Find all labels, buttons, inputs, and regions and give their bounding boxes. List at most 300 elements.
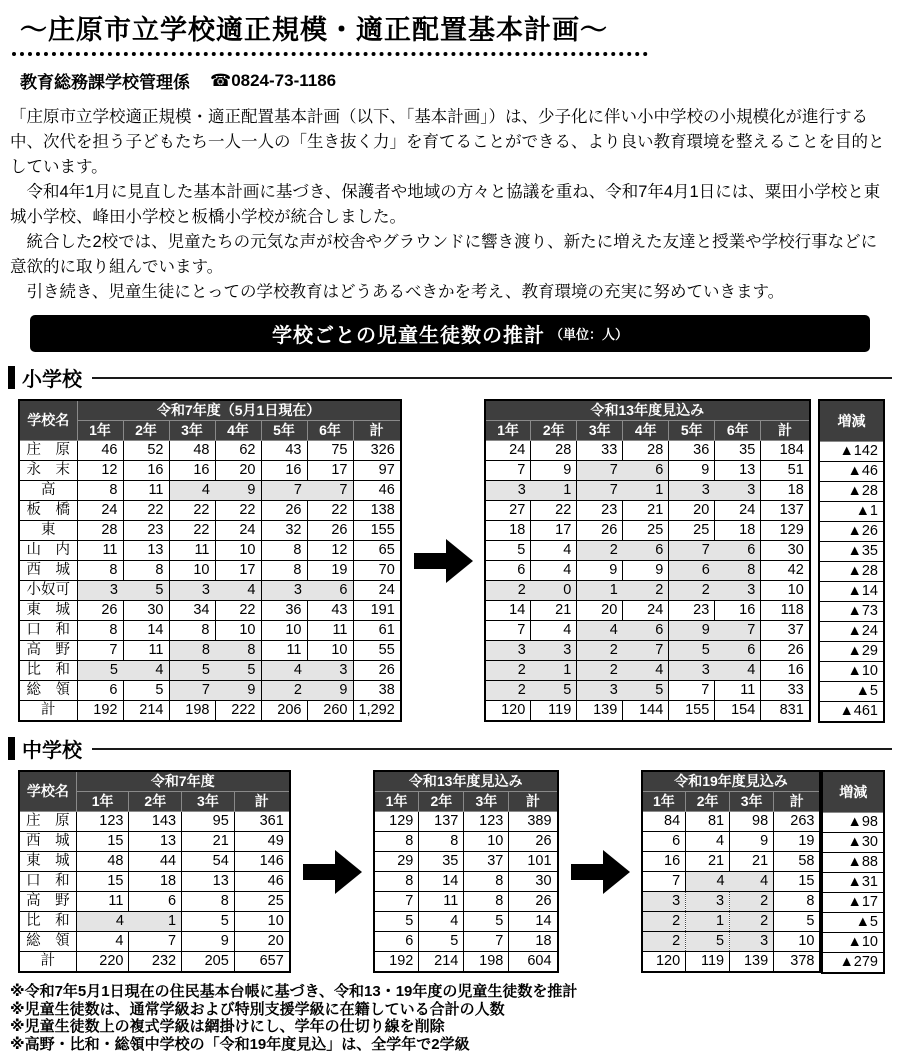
school-name-cell: 板 橋: [19, 501, 77, 521]
change-row: [819, 622, 884, 642]
grade-header: 1年: [485, 421, 531, 441]
grade-header: 2年: [123, 421, 169, 441]
change-cell: ▲98: [822, 813, 884, 833]
value-cell: 22: [169, 501, 215, 521]
elementary-change-header-row: [819, 400, 884, 442]
value-cell: 11: [77, 541, 123, 561]
value-cell: 8: [169, 641, 215, 661]
change-column-header: 増減: [822, 771, 884, 813]
value-cell: 18: [129, 872, 182, 892]
junior-r19-table-mount: [641, 770, 822, 973]
value-cell: 1: [686, 912, 730, 932]
junior-r13-period-title: 令和13年度見込み: [374, 771, 558, 792]
value-cell: 6: [669, 561, 715, 581]
value-cell: 8: [464, 892, 509, 912]
value-cell: 9: [307, 681, 353, 701]
value-cell: 1,292: [353, 701, 401, 722]
value-cell: 70: [353, 561, 401, 581]
value-cell: 42: [761, 561, 810, 581]
value-cell: 4: [730, 872, 774, 892]
value-cell: 95: [182, 812, 235, 832]
value-cell: 138: [353, 501, 401, 521]
value-cell: 8: [182, 892, 235, 912]
value-cell: 46: [353, 481, 401, 501]
value-cell: 16: [761, 661, 810, 681]
value-cell: 206: [261, 701, 307, 722]
value-cell: 6: [642, 832, 686, 852]
school-name-cell: 西 城: [19, 561, 77, 581]
value-cell: 48: [76, 852, 129, 872]
value-cell: 9: [623, 561, 669, 581]
value-cell: 137: [419, 812, 464, 832]
value-cell: 205: [182, 952, 235, 973]
school-row: [485, 681, 810, 701]
value-cell: 30: [123, 601, 169, 621]
value-cell: 37: [464, 852, 509, 872]
value-cell: 119: [686, 952, 730, 973]
value-cell: 8: [77, 561, 123, 581]
change-row: [819, 522, 884, 542]
value-cell: 25: [669, 521, 715, 541]
intro-paragraph: 令和4年1月に見直した基本計画に基づき、保護者や地域の方々と協議を重ね、令和7年4月1日には、粟田小学校と東城小学校、峰田小学校と板橋小学校が統合しました。: [10, 180, 890, 230]
value-cell: 20: [215, 461, 261, 481]
value-cell: 25: [623, 521, 669, 541]
value-cell: 65: [353, 541, 401, 561]
change-row: [822, 853, 884, 873]
change-cell: ▲461: [819, 702, 884, 723]
school-row: [19, 601, 401, 621]
change-row: [819, 642, 884, 662]
school-name-cell: 口 和: [19, 621, 77, 641]
value-cell: 13: [123, 541, 169, 561]
change-row: [822, 833, 884, 853]
value-cell: 118: [761, 601, 810, 621]
change-cell: ▲26: [819, 522, 884, 542]
junior-r13-header-row: [374, 771, 558, 792]
value-cell: 5: [485, 541, 531, 561]
elementary-change-table-mount: [818, 399, 885, 723]
value-cell: 26: [353, 661, 401, 681]
value-cell: 13: [129, 832, 182, 852]
value-cell: 5: [123, 681, 169, 701]
school-row: [19, 912, 290, 932]
school-name-cell: 山 内: [19, 541, 77, 561]
value-cell: 17: [531, 521, 577, 541]
school-name-cell: 比 和: [19, 912, 76, 932]
value-cell: 11: [123, 481, 169, 501]
elementary-r7-header-row: [19, 400, 401, 421]
school-row: [19, 681, 401, 701]
value-cell: 139: [577, 701, 623, 722]
value-cell: 155: [353, 521, 401, 541]
value-cell: 1: [531, 661, 577, 681]
value-cell: 1: [577, 581, 623, 601]
value-cell: 16: [261, 461, 307, 481]
grade-header: 1年: [642, 792, 686, 812]
section-label-junior: 中学校: [22, 734, 82, 763]
value-cell: 6: [77, 681, 123, 701]
value-cell: 43: [261, 441, 307, 461]
school-row: [642, 812, 821, 832]
value-cell: 263: [774, 812, 821, 832]
value-cell: 5: [464, 912, 509, 932]
intro-paragraph: 統合した2校では、児童たちの元気な声が校舎やグラウンドに響き渡り、新たに増えた友達と授業や学校行事などに意欲的に取り組んでいます。: [10, 230, 890, 280]
change-row: [822, 873, 884, 893]
section-header-elementary: [8, 363, 892, 392]
value-cell: 81: [686, 812, 730, 832]
value-cell: 9: [215, 681, 261, 701]
phone-number: 0824-73-1186: [231, 71, 336, 91]
grade-header: 3年: [169, 421, 215, 441]
value-cell: 14: [485, 601, 531, 621]
elementary-r13-table-mount: [484, 399, 811, 722]
grade-header: 6年: [307, 421, 353, 441]
change-cell: ▲35: [819, 542, 884, 562]
value-cell: 18: [715, 521, 761, 541]
change-cell: ▲30: [822, 833, 884, 853]
value-cell: 10: [169, 561, 215, 581]
change-row: [819, 502, 884, 522]
value-cell: 30: [509, 872, 558, 892]
value-cell: 3: [642, 892, 686, 912]
value-cell: 2: [485, 581, 531, 601]
change-cell: ▲46: [819, 462, 884, 482]
school-row: [19, 461, 401, 481]
value-cell: 13: [182, 872, 235, 892]
footnote: ※児童生徒数上の複式学級は網掛けにし、学年の仕切り線を削除: [10, 1018, 892, 1036]
value-cell: 192: [77, 701, 123, 722]
change-row: [822, 933, 884, 953]
arrow-right-icon: [412, 539, 474, 583]
grade-header: 1年: [76, 792, 129, 812]
value-cell: 21: [730, 852, 774, 872]
value-cell: 7: [464, 932, 509, 952]
value-cell: 2: [577, 641, 623, 661]
junior-r7-header-row: [19, 771, 290, 792]
school-row: [374, 952, 558, 973]
school-name-cell: 総 領: [19, 681, 77, 701]
value-cell: 34: [169, 601, 215, 621]
school-row: [485, 661, 810, 681]
value-cell: 5: [669, 641, 715, 661]
school-row: [642, 952, 821, 973]
value-cell: 5: [623, 681, 669, 701]
elementary-r7-period-title: 令和7年度（5月1日現在）: [77, 400, 401, 421]
change-cell: ▲279: [822, 953, 884, 974]
value-cell: 232: [129, 952, 182, 973]
value-cell: 62: [215, 441, 261, 461]
value-cell: 46: [77, 441, 123, 461]
value-cell: 657: [234, 952, 290, 973]
value-cell: 2: [730, 892, 774, 912]
value-cell: 9: [669, 461, 715, 481]
value-cell: 27: [485, 501, 531, 521]
value-cell: 84: [642, 812, 686, 832]
value-cell: 5: [169, 661, 215, 681]
change-cell: ▲17: [822, 893, 884, 913]
value-cell: 7: [577, 461, 623, 481]
value-cell: 6: [485, 561, 531, 581]
school-row: [642, 892, 821, 912]
value-cell: 22: [215, 501, 261, 521]
value-cell: 9: [577, 561, 623, 581]
school-row: [19, 621, 401, 641]
value-cell: 11: [169, 541, 215, 561]
school-name-cell: 総 領: [19, 932, 76, 952]
elementary-r7-grade-header-row: [19, 421, 401, 441]
value-cell: 6: [307, 581, 353, 601]
change-row: [822, 813, 884, 833]
change-cell: ▲142: [819, 442, 884, 462]
value-cell: 3: [169, 581, 215, 601]
value-cell: 10: [215, 621, 261, 641]
value-cell: 7: [261, 481, 307, 501]
change-row: [819, 562, 884, 582]
value-cell: 7: [374, 892, 419, 912]
value-cell: 4: [686, 872, 730, 892]
value-cell: 52: [123, 441, 169, 461]
value-cell: 20: [234, 932, 290, 952]
change-cell: ▲5: [822, 913, 884, 933]
change-cell: ▲28: [819, 562, 884, 582]
arrow-right-icon: [569, 850, 631, 894]
junior-r19-table: [641, 770, 822, 973]
value-cell: 19: [774, 832, 821, 852]
value-cell: 11: [123, 641, 169, 661]
value-cell: 8: [261, 541, 307, 561]
value-cell: 17: [215, 561, 261, 581]
value-cell: 4: [577, 621, 623, 641]
change-cell: ▲31: [822, 873, 884, 893]
change-cell: ▲24: [819, 622, 884, 642]
elementary-r13-period-title: 令和13年度見込み: [485, 400, 810, 421]
value-cell: 120: [642, 952, 686, 973]
value-cell: 12: [307, 541, 353, 561]
grade-header: 1年: [374, 792, 419, 812]
value-cell: 4: [76, 912, 129, 932]
contact-label: 教育総務課学校管理係: [20, 68, 190, 93]
junior-r13-table-mount: [373, 770, 559, 973]
value-cell: 155: [669, 701, 715, 722]
section-rule: [92, 748, 892, 750]
value-cell: 17: [307, 461, 353, 481]
value-cell: 7: [577, 481, 623, 501]
school-name-cell: 高: [19, 481, 77, 501]
change-cell: ▲88: [822, 853, 884, 873]
value-cell: 5: [419, 932, 464, 952]
phone-wrap: [210, 71, 336, 91]
value-cell: 26: [509, 832, 558, 852]
school-row: [374, 932, 558, 952]
value-cell: 11: [715, 681, 761, 701]
junior-r13-grade-header-row: [374, 792, 558, 812]
value-cell: 23: [577, 501, 623, 521]
value-cell: 38: [353, 681, 401, 701]
value-cell: 5: [77, 661, 123, 681]
intro-text: [10, 105, 890, 305]
value-cell: 98: [730, 812, 774, 832]
value-cell: 5: [531, 681, 577, 701]
value-cell: 214: [123, 701, 169, 722]
value-cell: 51: [761, 461, 810, 481]
value-cell: 16: [169, 461, 215, 481]
grade-header: 計: [234, 792, 290, 812]
value-cell: 378: [774, 952, 821, 973]
value-cell: 14: [509, 912, 558, 932]
grade-header: 3年: [182, 792, 235, 812]
value-cell: 6: [623, 621, 669, 641]
value-cell: 11: [76, 892, 129, 912]
value-cell: 23: [123, 521, 169, 541]
school-row: [485, 601, 810, 621]
value-cell: 7: [129, 932, 182, 952]
value-cell: 831: [761, 701, 810, 722]
school-row: [19, 952, 290, 973]
change-cell: ▲14: [819, 582, 884, 602]
value-cell: 8: [215, 641, 261, 661]
school-row: [19, 581, 401, 601]
value-cell: 129: [761, 521, 810, 541]
value-cell: 9: [730, 832, 774, 852]
school-row: [374, 832, 558, 852]
grade-header: 2年: [686, 792, 730, 812]
value-cell: 35: [715, 441, 761, 461]
change-cell: ▲73: [819, 602, 884, 622]
value-cell: 139: [730, 952, 774, 973]
value-cell: 260: [307, 701, 353, 722]
school-row: [19, 661, 401, 681]
school-row: [485, 481, 810, 501]
school-row: [19, 701, 401, 722]
value-cell: 21: [182, 832, 235, 852]
value-cell: 2: [623, 581, 669, 601]
value-cell: 15: [774, 872, 821, 892]
school-row: [642, 832, 821, 852]
value-cell: 10: [761, 581, 810, 601]
value-cell: 10: [234, 912, 290, 932]
change-cell: ▲1: [819, 502, 884, 522]
value-cell: 4: [215, 581, 261, 601]
footnotes: [10, 983, 892, 1053]
value-cell: 8: [715, 561, 761, 581]
value-cell: 2: [669, 581, 715, 601]
value-cell: 11: [419, 892, 464, 912]
value-cell: 16: [642, 852, 686, 872]
value-cell: 33: [761, 681, 810, 701]
change-column-header: 増減: [819, 400, 884, 442]
change-cell: ▲28: [819, 482, 884, 502]
value-cell: 5: [215, 661, 261, 681]
junior-tables-row: [18, 770, 885, 974]
value-cell: 198: [464, 952, 509, 973]
grade-header: 2年: [531, 421, 577, 441]
value-cell: 7: [307, 481, 353, 501]
value-cell: 3: [77, 581, 123, 601]
school-name-cell: 西 城: [19, 832, 76, 852]
school-name-cell: 小奴可: [19, 581, 77, 601]
value-cell: 214: [419, 952, 464, 973]
value-cell: 6: [129, 892, 182, 912]
value-cell: 7: [77, 641, 123, 661]
school-row: [19, 932, 290, 952]
value-cell: 7: [485, 621, 531, 641]
value-cell: 16: [715, 601, 761, 621]
value-cell: 123: [76, 812, 129, 832]
value-cell: 137: [761, 501, 810, 521]
value-cell: 18: [485, 521, 531, 541]
grade-header: 4年: [623, 421, 669, 441]
value-cell: 30: [761, 541, 810, 561]
value-cell: 55: [353, 641, 401, 661]
value-cell: 10: [261, 621, 307, 641]
value-cell: 154: [715, 701, 761, 722]
junior-change-header-row: [822, 771, 884, 813]
section-bar-icon: [8, 737, 15, 760]
value-cell: 8: [419, 832, 464, 852]
value-cell: 9: [182, 932, 235, 952]
junior-r19-grade-header-row: [642, 792, 821, 812]
grade-header: 3年: [464, 792, 509, 812]
value-cell: 2: [642, 932, 686, 952]
school-name-cell: 庄 原: [19, 812, 76, 832]
grade-header: 2年: [129, 792, 182, 812]
school-row: [642, 912, 821, 932]
value-cell: 48: [169, 441, 215, 461]
value-cell: 7: [485, 461, 531, 481]
elementary-r13-table: [484, 399, 811, 722]
value-cell: 4: [261, 661, 307, 681]
value-cell: 3: [715, 581, 761, 601]
value-cell: 35: [419, 852, 464, 872]
school-name-cell: 計: [19, 701, 77, 722]
section-rule: [92, 377, 892, 379]
school-row: [374, 912, 558, 932]
value-cell: 6: [715, 541, 761, 561]
school-row: [485, 541, 810, 561]
value-cell: 20: [577, 601, 623, 621]
value-cell: 361: [234, 812, 290, 832]
value-cell: 24: [353, 581, 401, 601]
value-cell: 5: [123, 581, 169, 601]
value-cell: 25: [234, 892, 290, 912]
section-label-elementary: 小学校: [22, 363, 82, 392]
value-cell: 14: [123, 621, 169, 641]
value-cell: 6: [374, 932, 419, 952]
school-name-cell: 高 野: [19, 641, 77, 661]
value-cell: 4: [419, 912, 464, 932]
school-column-header: 学校名: [19, 771, 76, 812]
value-cell: 123: [464, 812, 509, 832]
school-row: [485, 641, 810, 661]
value-cell: 1: [129, 912, 182, 932]
value-cell: 4: [169, 481, 215, 501]
grade-header: 4年: [215, 421, 261, 441]
school-row: [374, 852, 558, 872]
value-cell: 146: [234, 852, 290, 872]
value-cell: 8: [774, 892, 821, 912]
junior-r7-table-mount: [18, 770, 291, 973]
value-cell: 6: [623, 541, 669, 561]
school-row: [642, 872, 821, 892]
section-banner: [30, 315, 870, 352]
value-cell: 24: [485, 441, 531, 461]
value-cell: 8: [77, 621, 123, 641]
school-name-cell: 庄 原: [19, 441, 77, 461]
value-cell: 3: [307, 661, 353, 681]
school-row: [19, 852, 290, 872]
change-row: [819, 602, 884, 622]
value-cell: 10: [307, 641, 353, 661]
